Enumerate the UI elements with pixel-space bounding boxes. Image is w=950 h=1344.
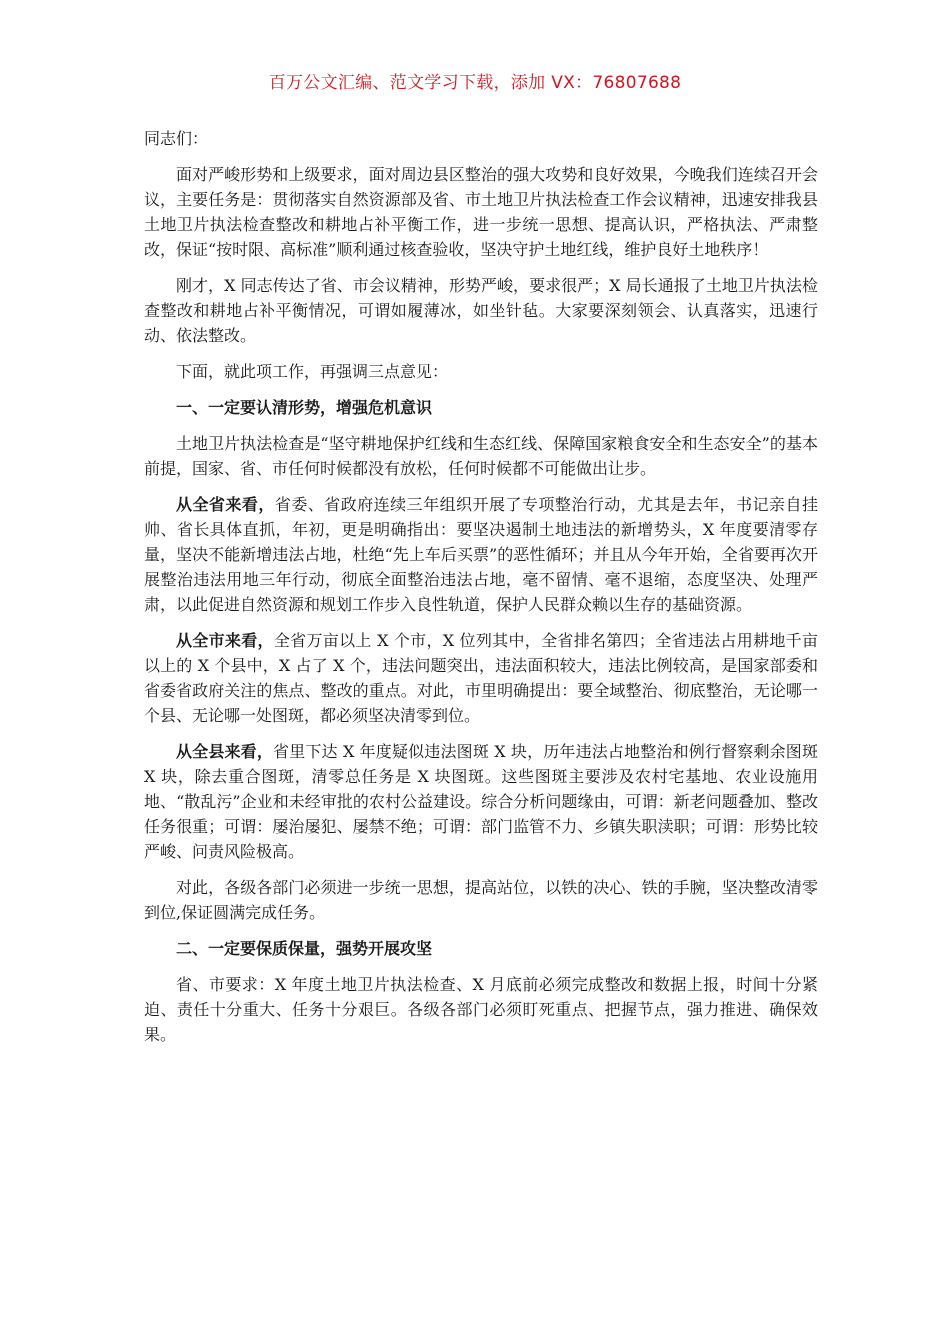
lead-phrase-city: 从全市来看， (176, 631, 274, 650)
paragraph-opening: 面对严峻形势和上级要求，面对周边县区整治的强大攻势和良好效果，今晚我们连续召开会议，主要任务是：贯彻落实自然资源部及省、市土地卫片执法检查工作会议精神，迅速安排我县土地卫片执法检查整改和耕地占补平衡工作，进一步统一思想、提高认识，严格执法、严肃整改，保证“按时限、高标准”顺利通过核查验收，坚决守护土地红线，维护良好土地秩序！ (144, 165, 818, 259)
paragraph-county (144, 739, 818, 864)
promo-banner: 百万公文汇编、范文学习下载，添加 VX：76807688 (268, 73, 682, 93)
paragraph-resolve: 对此，各级各部门必须进一步统一思想，提高站位，以铁的决心、铁的手腕，坚决整改清零到位,保证圆满完成任务。 (144, 878, 818, 922)
paragraph-requirements: 省、市要求：X 年度土地卫片执法检查、X 月底前必须完成整改和数据上报，时间十分紧迫、责任十分重大、任务十分艰巨。各级各部门必须盯死重点、把握节点，强力推进、确保效果。 (144, 975, 818, 1044)
lead-phrase-province: 从全省来看， (176, 495, 275, 514)
paragraph-city-text: 全省万亩以上 X 个市，X 位列其中，全省排名第四；全省违法占用耕地千亩以上的 X 个县中，X 占了 X 个，违法问题突出，违法面积较大，违法比例较高，是国家部委和省委省政府关注的焦点、整改的重点。对此，市里明确提出：要全域整治、彻底整治，无论哪一个县、无论哪一处图斑，都必须坚决清零到位。 (144, 631, 818, 725)
lead-phrase-county: 从全县来看， (176, 742, 274, 761)
paragraph-province (144, 492, 818, 617)
section-heading-2: 二、一定要保质保量，强势开展攻坚 (176, 939, 433, 958)
salutation: 同志们： (144, 129, 209, 148)
paragraph-transition: 下面，就此项工作，再强调三点意见： (176, 362, 449, 381)
section-heading-1: 一、一定要认清形势，增强危机意识 (176, 398, 433, 417)
paragraph-premise: 土地卫片执法检查是“坚守耕地保护红线和生态红线、保障国家粮食安全和生态安全”的基本前提，国家、省、市任何时候都没有放松，任何时候都不可能做出让步。 (144, 434, 818, 478)
paragraph-county-text: 省里下达 X 年度疑似违法图斑 X 块，历年违法占地整治和例行督察剩余图斑 X 块，除去重合图斑，清零总任务是 X 块图斑。这些图斑主要涉及农村宅基地、农业设施用地、“散乱污”企业和未经审批的农村公益建设。综合分析问题缘由，可谓：新老问题叠加、整改任务很重；可谓：屡治屡犯、屡禁不绝；可谓：部门监管不力、乡镇失职渎职；可谓：形势比较严峻、问责风险极高。 (144, 742, 818, 861)
paragraph-city (144, 628, 818, 728)
paragraph-province-text: 省委、省政府连续三年组织开展了专项整治行动，尤其是去年，书记亲自挂帅、省长具体直抓，年初，更是明确指出：要坚决遏制土地违法的新增势头，X 年度要清零存量，坚决不能新增违法占地，杜绝“先上车后买票”的恶性循环；并且从今年开始，全省要再次开展整治违法用地三年行动，彻底全面整治违法占地，毫不留情、毫不退缩，态度坚决、处理严肃，以此促进自然资源和规划工作步入良性轨道，保护人民群众赖以生存的基础资源。 (144, 495, 818, 614)
paragraph-briefing: 刚才，X 同志传达了省、市会议精神，形势严峻，要求很严；X 局长通报了土地卫片执法检查整改和耕地占补平衡情况，可谓如履薄冰，如坐针毡。大家要深刻领会、认真落实，迅速行动、依法整改。 (144, 276, 818, 345)
document-body (144, 126, 818, 1058)
